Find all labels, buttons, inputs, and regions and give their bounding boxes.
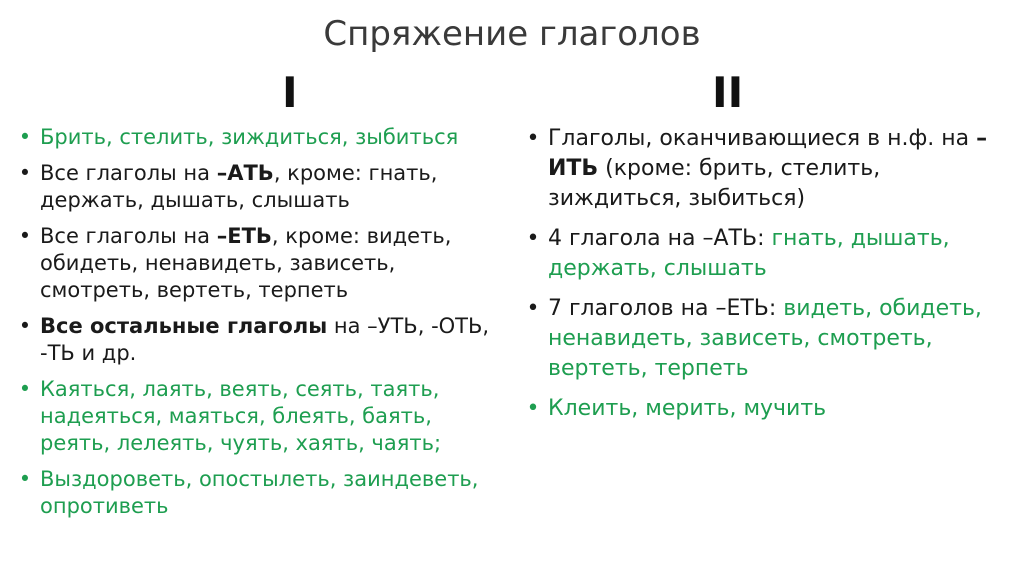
- item-examples: гнать, дышать, держать, слышать: [548, 226, 950, 281]
- bullet-icon: •: [18, 467, 32, 491]
- conjugation-2-header: II: [712, 68, 744, 117]
- item-text: Каяться, лаять, веять, сеять, таять, надеяться, маяться, блеять, баять, реять, лелеять, чуять, хаять, чаять;: [40, 377, 442, 455]
- bullet-icon: •: [18, 377, 32, 401]
- item-text: Глаголы, оканчивающиеся в н.ф. на: [548, 126, 977, 151]
- item-text: Брить, стелить, зиждиться, зыбиться: [40, 125, 459, 149]
- item-text: Выздороветь, опостылеть, заиндеветь, опротиветь: [40, 467, 479, 518]
- list-item: [18, 160, 498, 214]
- list-item: [18, 124, 498, 151]
- first-conjugation-list: [18, 124, 498, 529]
- bullet-icon: •: [18, 224, 32, 248]
- bullet-icon: •: [526, 296, 540, 321]
- item-text: , кроме: видеть, обидеть, ненавидеть, зависеть, смотреть, вертеть, терпеть: [40, 224, 452, 302]
- list-item: [18, 313, 498, 367]
- bullet-icon: •: [18, 161, 32, 185]
- list-item: [526, 294, 1006, 384]
- list-item: [526, 124, 1006, 214]
- item-text: Все глаголы на: [40, 161, 217, 185]
- list-item: [18, 223, 498, 304]
- second-conjugation-list: [526, 124, 1006, 434]
- item-text: Клеить, мерить, мучить: [548, 396, 827, 421]
- item-bold-text: Все остальные глаголы: [40, 314, 328, 338]
- item-text: , кроме: гнать, держать, дышать, слышать: [40, 161, 438, 212]
- list-item: [18, 466, 498, 520]
- item-text: 7 глаголов на –ЕТЬ:: [548, 296, 784, 321]
- item-suffix: –АТЬ: [216, 161, 274, 185]
- item-suffix: –ЕТЬ: [216, 224, 272, 248]
- list-item: [18, 376, 498, 457]
- conjugation-1-header: I: [282, 68, 298, 117]
- item-text: Все глаголы на: [40, 224, 217, 248]
- list-item: [526, 394, 1006, 424]
- bullet-icon: •: [18, 125, 32, 149]
- item-text: на –УТЬ, -ОТЬ, -ТЬ и др.: [40, 314, 490, 365]
- bullet-icon: •: [526, 126, 540, 151]
- item-text: (кроме: брить, стелить, зиждиться, зыбиться): [548, 156, 881, 211]
- bullet-icon: •: [526, 396, 540, 421]
- page-title: Спряжение глаголов: [323, 14, 701, 54]
- item-examples: видеть, обидеть, ненавидеть, зависеть, смотреть, вертеть, терпеть: [548, 296, 982, 381]
- item-text: 4 глагола на –АТЬ:: [548, 226, 772, 251]
- bullet-icon: •: [18, 314, 32, 338]
- bullet-icon: •: [526, 226, 540, 251]
- list-item: [526, 224, 1006, 284]
- item-suffix: –ИТЬ: [548, 126, 988, 181]
